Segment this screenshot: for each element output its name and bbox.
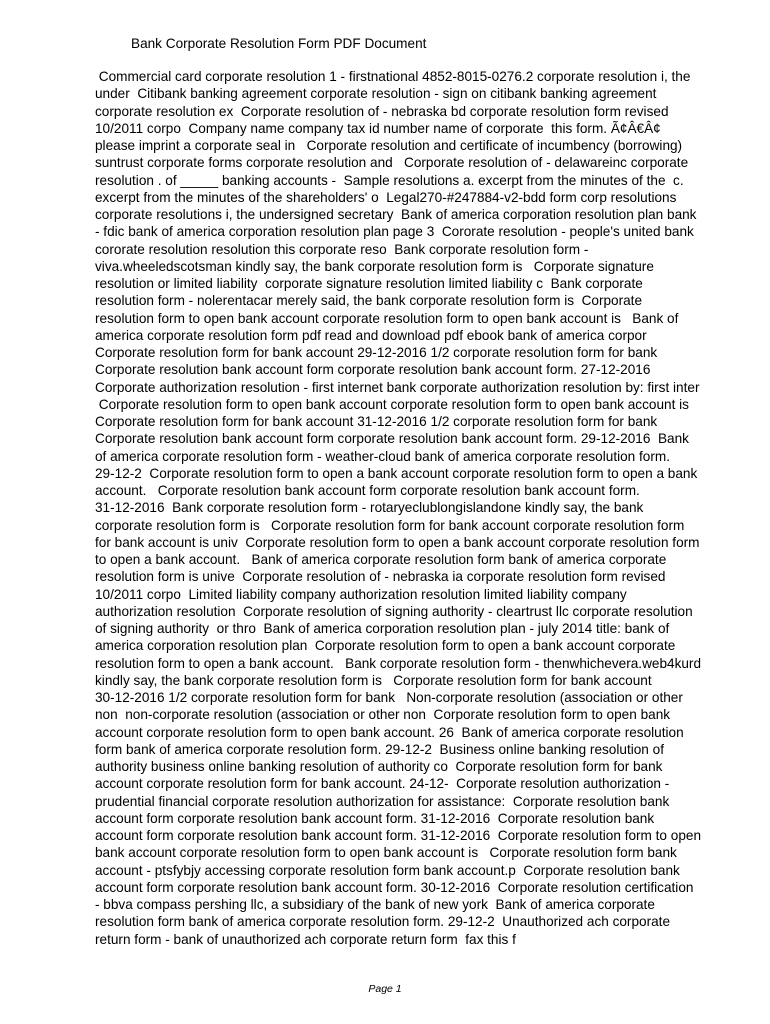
- body-text-line: Corporate resolution bank account form corporate resolution bank account form. 29-12-2016 Bank: [95, 431, 689, 447]
- body-text-line: 29-12-2 Corporate resolution form to open a bank account corporate resolution form to open a bank: [95, 465, 698, 481]
- body-text-line: resolution . of _____ banking accounts - Sample resolutions a. excerpt from the minutes of the c.: [95, 172, 684, 188]
- body-text-line: Corporate authorization resolution - first internet bank corporate authorization resolution by: first inter: [95, 379, 700, 395]
- body-text-line: cororate resolution resolution this corporate reso Bank corporate resolution form -: [95, 241, 589, 257]
- body-text-line: bank account corporate resolution form to open bank account is Corporate resolution form bank: [95, 845, 677, 861]
- body-text-line: Corporate resolution form to open bank account corporate resolution form to open bank account is: [95, 396, 689, 412]
- body-text-line: under Citibank banking agreement corporate resolution - sign on citibank banking agreement: [95, 86, 657, 102]
- body-text-line: 30-12-2016 1/2 corporate resolution form for bank Non-corporate resolution (association or other: [95, 690, 683, 705]
- body-text-line: 10/2011 corpo Limited liability company authorization resolution limited liability company: [95, 586, 627, 602]
- body-text-line: - bbva compass pershing llc, a subsidiary of the bank of new york Bank of america corporate: [95, 897, 655, 912]
- body-text-line: account form corporate resolution bank account form. 31-12-2016 Corporate resolution form to open: [95, 828, 702, 843]
- body-text-line: form bank of america corporate resolution form. 29-12-2 Business online banking resolution of: [95, 741, 664, 757]
- body-text-line: resolution form - nolerentacar merely said, the bank corporate resolution form is Corporate: [95, 293, 643, 309]
- body-text-line: return form - bank of unauthorized ach corporate return form fax this f: [95, 931, 516, 947]
- page-number: Page 1: [368, 983, 402, 995]
- body-text-line: america corporate resolution form pdf read and download pdf ebook bank of america corpor: [95, 327, 647, 343]
- body-text-line: of america corporate resolution form - weather-cloud bank of america corporate resolution form.: [95, 448, 670, 464]
- body-text-line: corporate resolution ex Corporate resolution of - nebraska bd corporate resolution form revised: [95, 103, 669, 119]
- body-text-line: Commercial card corporate resolution 1 - firstnational 4852-8015-0276.2 corporate resolution i, the: [95, 69, 691, 84]
- body-text-line: resolution form is unive Corporate resolution of - nebraska ia corporate resolution form revised: [95, 569, 666, 585]
- document-title: Bank Corporate Resolution Form PDF Document: [131, 36, 427, 51]
- body-text-line: account - ptsfybjy accessing corporate resolution form bank account.p Corporate resolution bank: [95, 862, 680, 878]
- body-text-line: Corporate resolution form for bank account 29-12-2016 1/2 corporate resolution form for bank: [95, 345, 658, 360]
- body-text-line: authority business online banking resolution of authority co Corporate resolution form for bank: [95, 759, 663, 774]
- body-text-line: resolution form bank of america corporate resolution form. 29-12-2 Unauthorized ach corporate: [95, 914, 671, 930]
- body-text-line: corporate resolutions i, the undersigned secretary Bank of america corporation resolution plan bank: [95, 207, 697, 222]
- body-text-line: viva.wheeledscotsman kindly say, the bank corporate resolution form is Corporate signature: [95, 258, 654, 274]
- document-body: [95, 68, 735, 948]
- body-text-line: resolution form to open bank account corporate resolution form to open bank account is Bank of: [95, 310, 679, 326]
- body-text-line: account form corporate resolution bank account form. 31-12-2016 Corporate resolution bank: [95, 810, 655, 826]
- body-text-line: 31-12-2016 Bank corporate resolution form - rotaryeclublongislandone kindly say, the bank: [95, 500, 644, 516]
- body-text-line: account corporate resolution form to open bank account. 26 Bank of america corporate resolution: [95, 724, 684, 740]
- body-text-line: to open a bank account. Bank of america corporate resolution form bank of america corporate: [95, 552, 667, 567]
- body-text-line: resolution form to open a bank account. Bank corporate resolution form - thenwhichevera.web4kurd: [95, 655, 702, 671]
- body-text-line: resolution or limited liability corporate signature resolution limited liability c Bank corporate: [95, 276, 643, 291]
- body-text-line: Corporate resolution bank account form corporate resolution bank account form. 27-12-2016: [95, 362, 651, 378]
- body-text-line: account. Corporate resolution bank account form corporate resolution bank account form.: [95, 483, 640, 498]
- body-text-line: - fdic bank of america corporation resolution plan page 3 Cororate resolution - people's united bank: [95, 224, 694, 240]
- body-text-line: for bank account is univ Corporate resolution form to open a bank account corporate resolution form: [95, 534, 700, 550]
- body-text-line: america corporation resolution plan Corporate resolution form to open a bank account corporate: [95, 638, 676, 654]
- body-text-line: suntrust corporate forms corporate resolution and Corporate resolution of - delawareinc corporate: [95, 155, 689, 171]
- body-text-line: of signing authority or thro Bank of america corporation resolution plan - july 2014 title: bank of: [95, 621, 670, 636]
- body-text-line: account corporate resolution form for bank account. 24-12- Corporate resolution authorization -: [95, 776, 670, 792]
- body-text-line: Corporate resolution form for bank account 31-12-2016 1/2 corporate resolution form for bank: [95, 414, 658, 429]
- body-text-line: kindly say, the bank corporate resolution form is Corporate resolution form for bank account: [95, 672, 652, 688]
- body-text-line: corporate resolution form is Corporate resolution form for bank account corporate resolution form: [95, 517, 685, 533]
- body-text-line: account form corporate resolution bank account form. 30-12-2016 Corporate resolution certification: [95, 879, 694, 895]
- body-text-line: excerpt from the minutes of the shareholders' o Legal270-#247884-v2-bdd form corp resolutions: [95, 189, 677, 205]
- body-text-line: non non-corporate resolution (association or other non Corporate resolution form to open bank: [95, 707, 671, 723]
- body-text-line: please imprint a corporate seal in Corporate resolution and certificate of incumbency (borrowing): [95, 138, 683, 153]
- body-text-line: prudential financial corporate resolution authorization for assistance: Corporate resolution bank: [95, 793, 670, 809]
- body-text-line: 10/2011 corpo Company name company tax id number name of corporate this form. Ã¢Â€Â¢: [95, 120, 661, 136]
- body-text-line: authorization resolution Corporate resolution of signing authority - cleartrust llc corporate resolution: [95, 603, 693, 619]
